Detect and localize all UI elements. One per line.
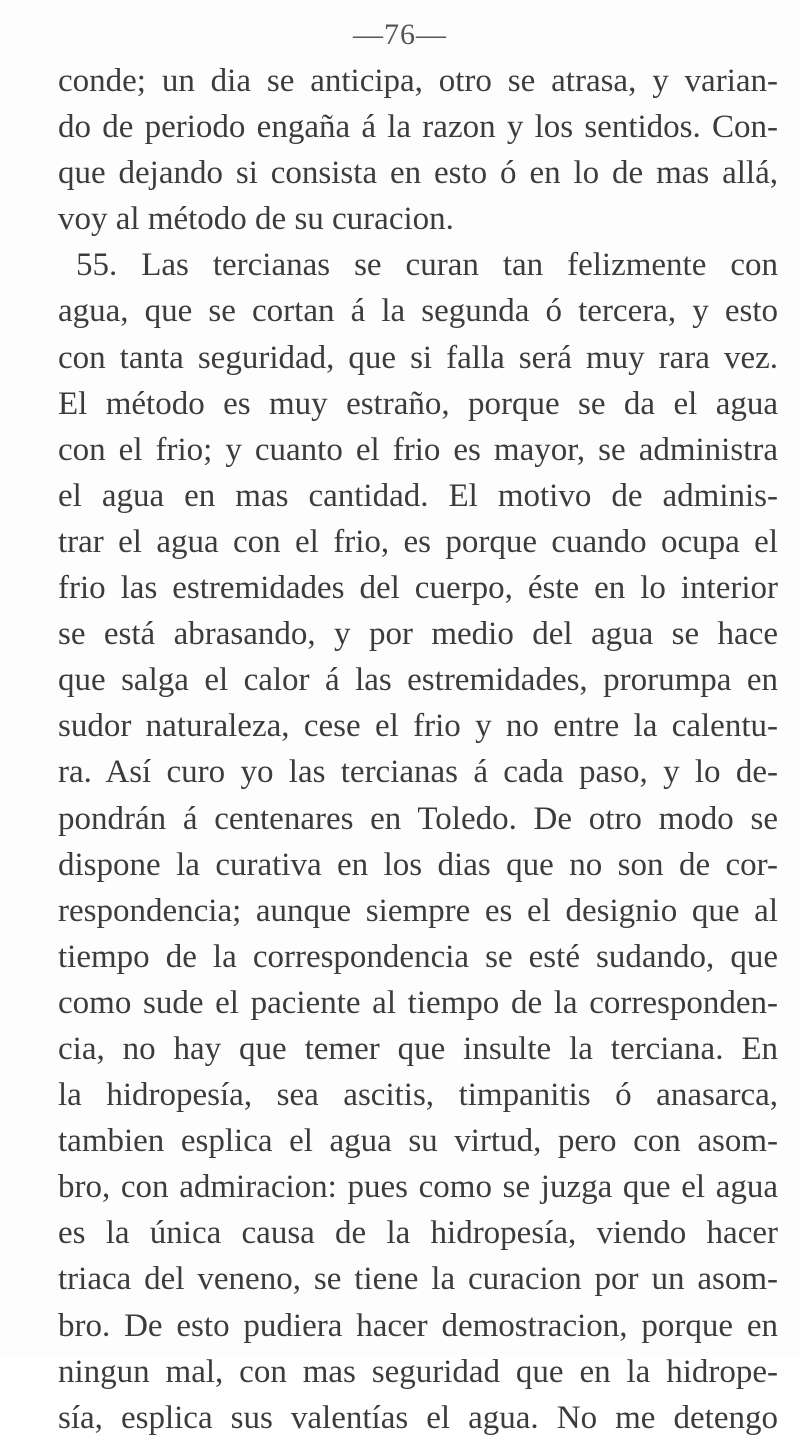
- text-line: triaca del veneno, se tiene la curacion por un asom-: [58, 1261, 778, 1298]
- text-line: con el frio; y cuanto el frio es mayor, se administra: [58, 431, 778, 468]
- text-line: do de periodo engaña á la razon y los sentidos. Con-: [58, 109, 778, 146]
- text-line: bro. De esto pudiera hacer demostracion, porque en: [58, 1307, 778, 1344]
- text-line: ra. Así curo yo las tercianas á cada paso, y lo de-: [58, 754, 778, 791]
- text-line: El método es muy estraño, porque se da el agua: [58, 385, 778, 422]
- text-line: dispone la curativa en los dias que no son de cor-: [58, 846, 778, 883]
- body-text: [58, 58, 778, 1441]
- text-line: que dejando si consista en esto ó en lo de mas allá,: [58, 155, 778, 192]
- text-line: frio las estremidades del cuerpo, éste en lo interior: [58, 570, 778, 607]
- text-line: bro, con admiracion: pues como se juzga que el agua: [58, 1169, 778, 1206]
- text-line: la hidropesía, sea ascitis, timpanitis ó anasarca,: [58, 1077, 778, 1114]
- text-line: como sude el paciente al tiempo de la corresponden-: [58, 984, 778, 1021]
- text-line: tiempo de la correspondencia se esté sudando, que: [58, 938, 778, 975]
- text-line: es la única causa de la hidropesía, viendo hacer: [58, 1215, 778, 1252]
- text-line: tambien esplica el agua su virtud, pero con asom-: [58, 1123, 778, 1160]
- text-line: 55. Las tercianas se curan tan felizmente con: [76, 247, 778, 284]
- text-line: agua, que se cortan á la segunda ó tercera, y esto: [58, 293, 778, 330]
- text-line: conde; un dia se anticipa, otro se atrasa, y varian-: [58, 63, 778, 99]
- text-line: respondencia; aunque siempre es el designio que al: [58, 892, 778, 929]
- text-line: se está abrasando, y por medio del agua se hace: [58, 616, 778, 653]
- text-line: el agua en mas cantidad. El motivo de adminis-: [58, 477, 778, 514]
- text-line: ningun mal, con mas seguridad que en la hidrope-: [58, 1353, 778, 1390]
- text-line: que salga el calor á las estremidades, prorumpa en: [58, 662, 778, 699]
- page-number: —76—: [353, 18, 447, 51]
- text-line: sía, esplica sus valentías el agua. No me detengo: [58, 1399, 778, 1436]
- text-line: trar el agua con el frio, es porque cuando ocupa el: [58, 523, 778, 560]
- text-line: pondrán á centenares en Toledo. De otro modo se: [58, 800, 778, 837]
- text-line: sudor naturaleza, cese el frio y no entre la calentu-: [58, 708, 778, 745]
- text-line: cia, no hay que temer que insulte la terciana. En: [58, 1030, 778, 1067]
- text-line: con tanta seguridad, que si falla será muy rara vez.: [58, 339, 778, 376]
- text-line: voy al método de su curacion.: [58, 201, 454, 238]
